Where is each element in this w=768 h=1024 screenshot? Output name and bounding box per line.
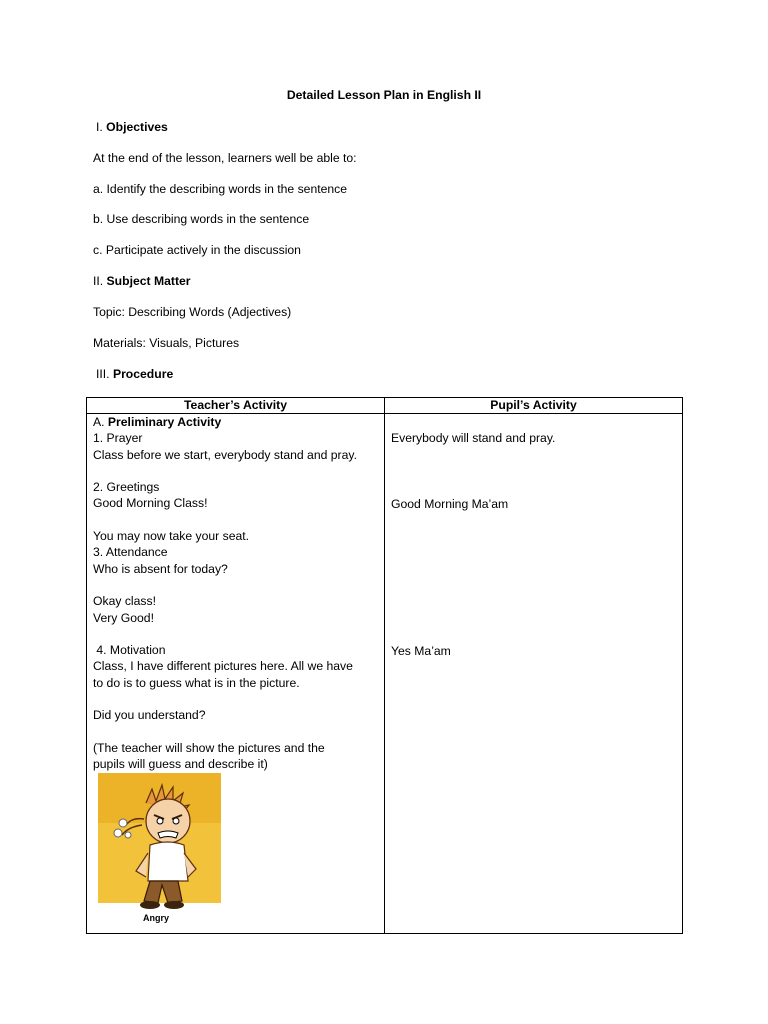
blank-line [93,463,378,479]
materials-line: Materials: Visuals, Pictures [93,336,240,350]
pupil-column-header: Pupil’s Activity [385,398,683,414]
pupil-response: Everybody will stand and pray. [391,431,556,445]
teacher-line: to do is to guess what is in the picture. [93,675,300,690]
teacher-line: Class, I have different pictures here. All we have [93,659,353,674]
teacher-line: Who is absent for today? [93,561,228,576]
procedure-heading: III. Procedure [96,367,174,381]
topic-line: Topic: Describing Words (Adjectives) [93,305,292,319]
teacher-line: Class before we start, everybody stand and pray. [93,447,357,462]
objective-item: c. Participate actively in the discussion [93,243,301,257]
teacher-activity-cell [87,414,385,934]
blank-line [93,724,378,740]
teacher-line: Very Good! [93,610,154,625]
teacher-line: Did you understand? [93,708,206,723]
angry-boy-picture [98,773,221,931]
blank-line [93,512,378,528]
pupil-response: Yes Ma’am [391,644,451,658]
teacher-line: Good Morning Class! [93,496,208,511]
teacher-line: 4. Motivation [93,643,166,658]
teacher-line: 3. Attendance [93,545,168,560]
picture-caption: Angry [143,912,170,923]
objective-item: b. Use describing words in the sentence [93,212,310,226]
pupil-response: Good Morning Ma’am [391,497,509,511]
page-title: Detailed Lesson Plan in English II [286,88,482,102]
teacher-line: (The teacher will show the pictures and the [93,740,325,755]
teacher-lines [93,430,378,772]
blank-line [93,691,378,707]
pupil-responses [391,414,676,932]
teacher-column-header: Teacher’s Activity [87,398,385,414]
blank-line [93,626,378,642]
teacher-line: Okay class! [93,594,156,609]
pupil-activity-cell [385,414,683,934]
blank-line [93,577,378,593]
objectives-intro: At the end of the lesson, learners well be able to: [93,151,357,165]
objectives-heading: I. Objectives [96,120,168,134]
teacher-line: 1. Prayer [93,431,143,446]
teacher-line: 2. Greetings [93,480,160,495]
prelim-heading: A. Preliminary Activity [93,415,222,429]
teacher-line: You may now take your seat. [93,529,250,544]
subject-heading: II. Subject Matter [93,274,191,288]
teacher-line: pupils will guess and describe it) [93,757,268,772]
procedure-table [86,397,683,934]
objective-item: a. Identify the describing words in the sentence [93,182,348,196]
